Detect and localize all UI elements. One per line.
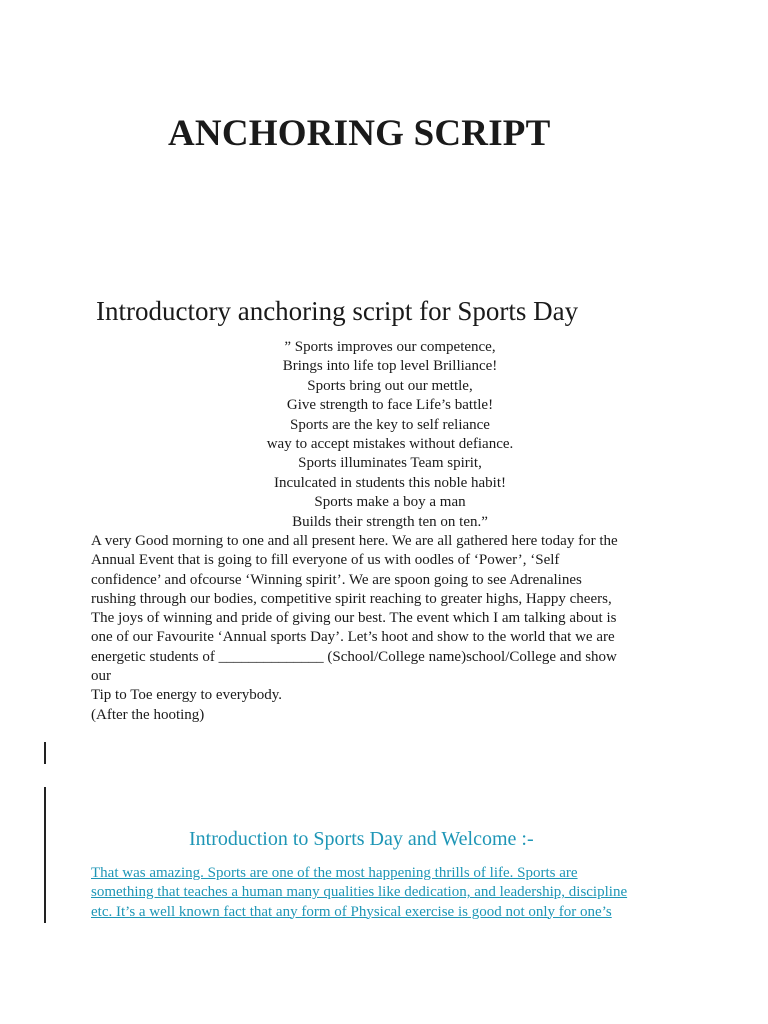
poem-line: ” Sports improves our competence, (284, 339, 496, 355)
body-line: The joys of winning and pride of giving our best. The event which I am talking about is (91, 610, 617, 627)
intro-heading: Introductory anchoring script for Sports Day (96, 296, 579, 326)
link-line[interactable]: something that teaches a human many qualities like dedication, and leadership, discipline (91, 884, 628, 901)
poem-line: Brings into life top level Brilliance! (282, 358, 498, 375)
poem-line: Inculcated in students this noble habit! (273, 474, 507, 491)
body-line: confidence’ and ofcourse ‘Winning spirit’. We are spoon going to see Adrenalines (91, 571, 582, 588)
body-paragraph (91, 532, 681, 725)
body-line: A very Good morning to one and all present here. We are all gathered here today for the (91, 533, 618, 549)
poem-line: Builds their strength ten on ten.” (292, 513, 488, 530)
link-line[interactable]: etc. It’s a well known fact that any form of Physical exercise is good not only for one’s (91, 903, 612, 920)
body-line: Annual Event that is going to fill everyone of us with oodles of ‘Power’, ‘Self (91, 552, 560, 569)
poem-line: Sports bring out our mettle, (307, 377, 473, 394)
body-line: (After the hooting) (91, 706, 205, 723)
poem-line: Sports illuminates Team spirit, (298, 455, 482, 472)
welcome-paragraph-link[interactable] (91, 864, 691, 922)
poem-line: way to accept mistakes without defiance. (266, 436, 514, 453)
body-line: Tip to Toe energy to everybody. (91, 687, 283, 704)
poem (200, 338, 580, 532)
poem-line: Give strength to face Life’s battle! (286, 397, 494, 414)
link-line[interactable]: That was amazing. Sports are one of the most happening thrills of life. Sports are (91, 865, 578, 881)
poem-line: Sports are the key to self reliance (290, 416, 490, 433)
page-title: ANCHORING SCRIPT (168, 113, 551, 154)
text-cursor (44, 742, 46, 764)
welcome-heading-link[interactable]: Introduction to Sports Day and Welcome :- (189, 828, 534, 850)
body-line: one of our Favourite ‘Annual sports Day’. Let’s hoot and show to the world that we are (91, 629, 615, 646)
margin-change-bar (44, 787, 46, 923)
body-line: energetic students of ______________ (School/College name)school/College and show (91, 648, 617, 665)
body-line: our (91, 668, 111, 685)
poem-line: Sports make a boy a man (314, 494, 466, 511)
body-line: rushing through our bodies, competitive spirit reaching to greater highs, Happy cheers, (91, 590, 612, 607)
